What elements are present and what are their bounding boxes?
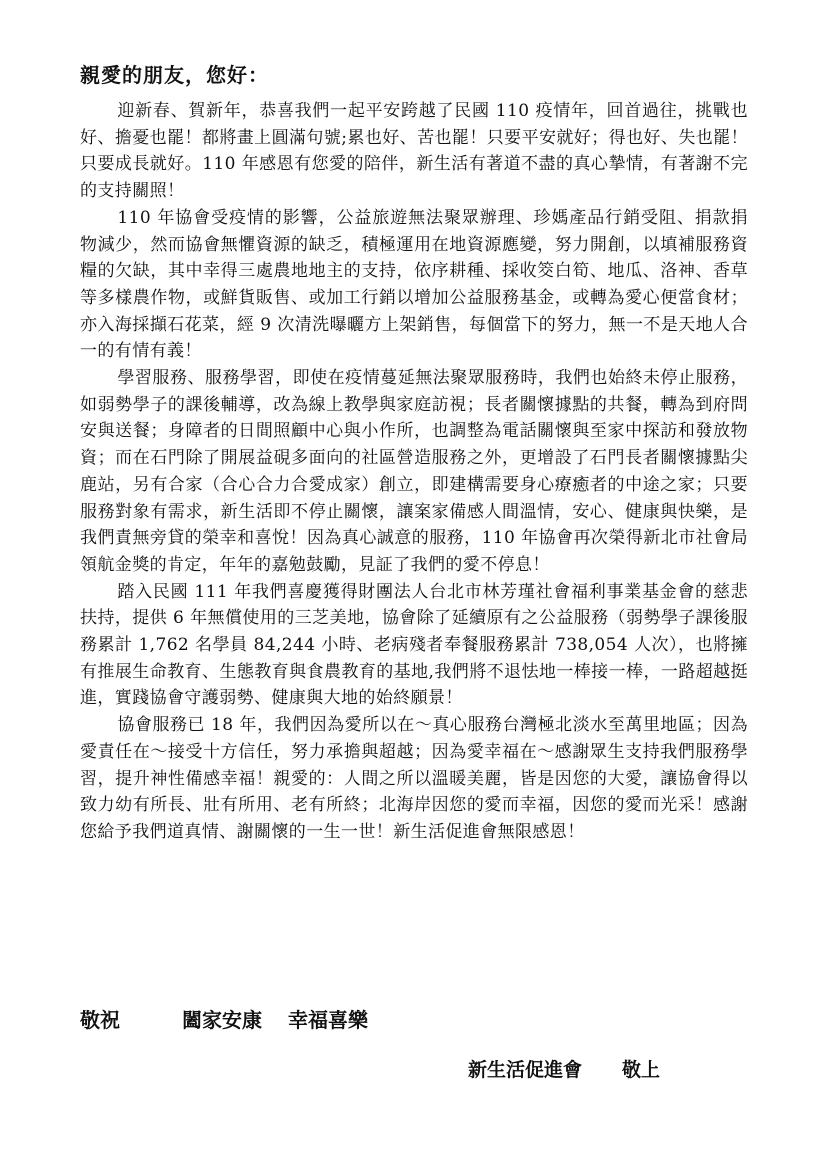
paragraph-new-year-greeting: 迎新春、賀新年，恭喜我們一起平安跨越了民國 110 疫情年，回首過往，挑戰也好、擔憂也罷！都將畫上圓滿句號;累也好、苦也罷！只要平安就好；得也好、失也罷！只要成長就好。110 年感恩有您愛的陪伴，新生活有著道不盡的真心摯情，有著謝不完的支持關照！	[80, 101, 748, 202]
paragraph-gratitude: 協會服務已 18 年，我們因為愛所以在～真心服務台灣極北淡水至萬里地區；因為愛責任在～接受十方信任，努力承擔與超越；因為愛幸福在～感謝眾生支持我們服務學習，提升神性備感幸福！親愛的：人間之所以溫暖美麗，皆是因您的大愛，讓協會得以致力幼有所長、壯有所用、老有所終；北海岸因您的愛而幸福，因您的愛而光采！感謝您給予我們道真情、謝關懷的一生一世！新生活促進會無限感恩！	[80, 715, 748, 842]
signature	[468, 1055, 660, 1085]
closing-wish-family: 闔家安康	[182, 1008, 262, 1032]
signature-sign-off: 敬上	[622, 1059, 661, 1081]
closing-blessing	[80, 1005, 368, 1035]
salutation: 親愛的朋友，您好：	[80, 63, 269, 87]
letter-body	[80, 98, 748, 846]
paragraph-year-111-plans: 踏入民國 111 年我們喜慶獲得財團法人台北市林芳瑾社會福利事業基金會的慈悲扶持，提供 6 年無償使用的三芝美地，協會除了延續原有之公益服務（弱勢學子課後服務累計 1,762 名學員 84,244 小時、老病殘者奉餐服務累計 738,054 人次），也將擁有推展生命教育、生態教育與食農教育的基地,我們將不退怯地一棒接一棒，一路超越挺進，實踐協會守護弱勢、健康與大地的始終願景！	[80, 581, 748, 709]
paragraph-service-learning: 學習服務、服務學習，即使在疫情蔓延無法聚眾服務時，我們也始終未停止服務，如弱勢學子的課後輔導，改為線上教學與家庭訪視；長者關懷據點的共餐，轉為到府問安與送餐；身障者的日間照顧中心與小作所，也調整為電話關懷與至家中探訪和發放物資；而在石門除了開展益硯多面向的社區營造服務之外，更增設了石門長者關懷據點尖鹿站，另有合家（合心合力合愛成家）創立，即建構需要身心療癒者的中途之家；只要服務對象有需求，新生活即不停止關懷，讓案家備感人間溫情，安心、健康與快樂，是我們責無旁貸的榮幸和喜悅！因為真心誠意的服務，110 年協會再次榮得新北市社會局領航金獎的肯定，年年的嘉勉鼓勵，見証了我們的愛不停息！	[80, 368, 748, 575]
paragraph-pandemic-response: 110 年協會受疫情的影響，公益旅遊無法聚眾辦理、珍媽產品行銷受阻、捐款捐物減少，然而協會無懼資源的缺乏，積極運用在地資源應變，努力開創，以填補服務資糧的欠缺，其中幸得三處農地地主的支持，依序耕種、採收筊白筍、地瓜、洛神、香草等多樣農作物，或鮮貨販售、或加工行銷以增加公益服務基金，或轉為愛心便當食材；亦入海採擷石花菜，經 9 次清洗曝曬方上架銷售，每個當下的努力，無一不是天地人合一的有情有義！	[80, 207, 748, 362]
signature-organization: 新生活促進會	[468, 1059, 583, 1081]
closing-wish-happiness: 幸福喜樂	[288, 1008, 368, 1032]
closing-respect: 敬祝	[80, 1008, 120, 1032]
